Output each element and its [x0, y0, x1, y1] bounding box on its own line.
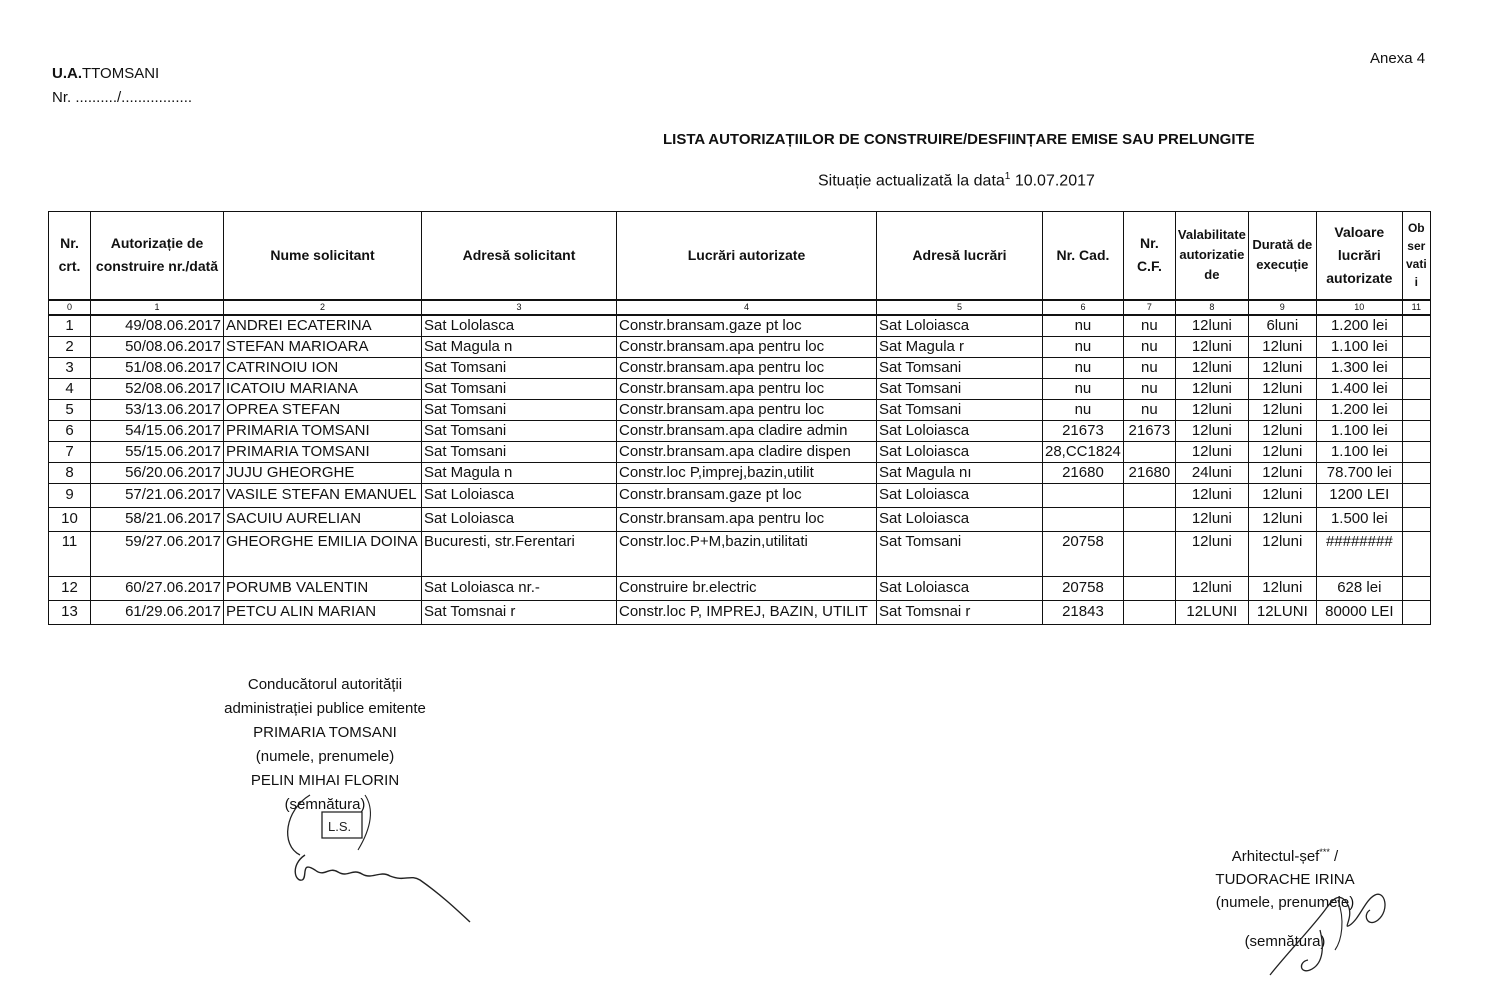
cell-cf: 21680 [1123, 462, 1175, 483]
cell-adresa-lucrari: Sat Tomsnai r [877, 600, 1043, 624]
cell-cad: 21843 [1043, 600, 1124, 624]
cell-durata: 12luni [1248, 420, 1316, 441]
issuer-role-line1: Conducătorul autorității [247, 676, 403, 693]
cell-nume: SACUIU AURELIAN [224, 507, 422, 531]
cell-valabilitate: 12luni [1175, 336, 1248, 357]
cell-nume: STEFAN MARIOARA [224, 336, 422, 357]
cell-valabilitate: 12luni [1175, 399, 1248, 420]
cell-cf [1123, 483, 1175, 507]
cell-valabilitate: 24luni [1175, 462, 1248, 483]
cell-autorizatie: 55/15.06.2017 [91, 441, 224, 462]
cell-nr: 9 [49, 483, 91, 507]
registration-number-line: Nr. ........../................. [52, 89, 193, 106]
cell-cad: nu [1043, 336, 1124, 357]
issuer-role-line2: administrației publice emitente [224, 700, 426, 717]
cell-cad [1043, 483, 1124, 507]
cell-valabilitate: 12luni [1175, 315, 1248, 337]
cell-durata: 12luni [1248, 399, 1316, 420]
col-index: 0 [49, 300, 91, 315]
cell-cad: nu [1043, 357, 1124, 378]
cell-lucrari: Constr.bransam.gaze pt loc [617, 483, 877, 507]
cell-valoare: 1.100 lei [1316, 420, 1402, 441]
cell-lucrari: Constr.bransam.apa pentru loc [617, 399, 877, 420]
cell-adresa-lucrari: Sat Tomsani [877, 378, 1043, 399]
cell-autorizatie: 61/29.06.2017 [91, 600, 224, 624]
col-header-nr: Nr. crt. [49, 212, 91, 300]
col-header-durata: Durată de execuție [1248, 212, 1316, 300]
table-row [49, 399, 1431, 420]
cell-durata: 12luni [1248, 531, 1316, 576]
ls-stamp-text: L.S. [328, 819, 352, 834]
document-title: LISTA AUTORIZAȚIILOR DE CONSTRUIRE/DESFIINȚARE EMISE SAU PRELUNGITE [663, 131, 1255, 148]
cell-valabilitate: 12luni [1175, 507, 1248, 531]
cell-adresa-lucrari: Sat Loloiasca [877, 576, 1043, 600]
cell-adresa-lucrari: Sat Loloiasca [877, 420, 1043, 441]
cell-lucrari: Constr.bransam.apa pentru loc [617, 507, 877, 531]
col-header-adresa-lucrari: Adresă lucrări [877, 212, 1043, 300]
cell-lucrari: Constr.loc P, IMPREJ, BAZIN, UTILIT [617, 600, 877, 624]
cell-nume: GHEORGHE EMILIA DOINA [224, 531, 422, 576]
architect-role: Arhitectul-șef*** / [1231, 847, 1339, 865]
cell-cad: 20758 [1043, 531, 1124, 576]
table-row [49, 576, 1431, 600]
issuer-name: PELIN MIHAI FLORIN [250, 772, 400, 789]
architect-name: TUDORACHE IRINA [1215, 871, 1355, 888]
cell-cf [1123, 507, 1175, 531]
architect-handwritten-signature [1250, 870, 1400, 990]
cell-nr: 5 [49, 399, 91, 420]
annex-label: Anexa 4 [1370, 50, 1426, 67]
cell-adresa-lucrari: Sat Tomsani [877, 531, 1043, 576]
cell-valoare: 78.700 lei [1316, 462, 1402, 483]
col-index: 8 [1175, 300, 1248, 315]
cell-lucrari: Constr.loc.P+M,bazin,utilitati [617, 531, 877, 576]
cell-valoare: 1.200 lei [1316, 399, 1402, 420]
cell-nume: OPREA STEFAN [224, 399, 422, 420]
cell-observatii [1402, 483, 1430, 507]
table-row [49, 315, 1431, 337]
cell-cad: 28,CC1824 [1043, 441, 1124, 462]
cell-valoare: 1.200 lei [1316, 315, 1402, 337]
cell-cf: 21673 [1123, 420, 1175, 441]
col-header-valabilitate: Valabilitate autorizatie de [1175, 212, 1248, 300]
issuer-institution: PRIMARIA TOMSANI [253, 724, 397, 741]
cell-nume: ANDREI ECATERINA [224, 315, 422, 337]
cell-adresa-lucrari: Sat Loloiasca [877, 315, 1043, 337]
cell-valoare: 1.100 lei [1316, 336, 1402, 357]
issuer-handwritten-signature [270, 790, 480, 930]
cell-valoare: 80000 LEI [1316, 600, 1402, 624]
cell-cad [1043, 507, 1124, 531]
cell-lucrari: Construire br.electric [617, 576, 877, 600]
col-index: 2 [224, 300, 422, 315]
cell-autorizatie: 59/27.06.2017 [91, 531, 224, 576]
cell-adresa: Sat Tomsnai r [422, 600, 617, 624]
cell-autorizatie: 49/08.06.2017 [91, 315, 224, 337]
col-index: 9 [1248, 300, 1316, 315]
architect-signature-label: (semnătura) [1244, 933, 1326, 950]
cell-adresa: Sat Magula n [422, 462, 617, 483]
cell-cad: 21673 [1043, 420, 1124, 441]
cell-adresa: Sat Tomsani [422, 378, 617, 399]
cell-observatii [1402, 357, 1430, 378]
cell-nr: 8 [49, 462, 91, 483]
issuer-name-label: (numele, prenumele) [255, 748, 395, 765]
cell-lucrari: Constr.bransam.gaze pt loc [617, 315, 877, 337]
cell-durata: 12luni [1248, 441, 1316, 462]
cell-adresa-lucrari: Sat Magula r [877, 336, 1043, 357]
cell-observatii [1402, 420, 1430, 441]
issuer-signature-label: (semnătura) [284, 796, 366, 813]
cell-nr: 10 [49, 507, 91, 531]
cell-autorizatie: 51/08.06.2017 [91, 357, 224, 378]
col-index: 3 [422, 300, 617, 315]
cell-nr: 6 [49, 420, 91, 441]
col-header-valoare: Valoare lucrări autorizate [1316, 212, 1402, 300]
cell-lucrari: Constr.bransam.apa pentru loc [617, 378, 877, 399]
ua-name: TTOMSANI [82, 65, 160, 82]
cell-nr: 13 [49, 600, 91, 624]
cell-nr: 2 [49, 336, 91, 357]
col-header-observatii: Observatii [1402, 212, 1430, 300]
cell-cad: 21680 [1043, 462, 1124, 483]
cell-valabilitate: 12LUNI [1175, 600, 1248, 624]
cell-observatii [1402, 441, 1430, 462]
cell-autorizatie: 54/15.06.2017 [91, 420, 224, 441]
cell-observatii [1402, 315, 1430, 337]
date-label: Situație actualizată la data [818, 172, 1005, 190]
table-row [49, 441, 1431, 462]
cell-nume: PORUMB VALENTIN [224, 576, 422, 600]
cell-nume: PETCU ALIN MARIAN [224, 600, 422, 624]
architect-name-label: (numele, prenumele) [1215, 894, 1355, 911]
cell-nume: ICATOIU MARIANA [224, 378, 422, 399]
cell-autorizatie: 52/08.06.2017 [91, 378, 224, 399]
col-header-autorizatie: Autorizație de construire nr./dată [91, 212, 224, 300]
cell-autorizatie: 60/27.06.2017 [91, 576, 224, 600]
cell-nr: 3 [49, 357, 91, 378]
col-index: 1 [91, 300, 224, 315]
cell-observatii [1402, 576, 1430, 600]
date-footnote: 1 [1004, 171, 1011, 182]
col-index: 10 [1316, 300, 1402, 315]
table-row [49, 420, 1431, 441]
cell-adresa-lucrari: Sat Loloiasca [877, 507, 1043, 531]
cell-valoare: 1.100 lei [1316, 441, 1402, 462]
table-row [49, 378, 1431, 399]
cell-durata: 12luni [1248, 336, 1316, 357]
cell-observatii [1402, 507, 1430, 531]
cell-nume: CATRINOIU ION [224, 357, 422, 378]
cell-valoare: 628 lei [1316, 576, 1402, 600]
cell-valabilitate: 12luni [1175, 483, 1248, 507]
cell-nr: 1 [49, 315, 91, 337]
cell-nume: VASILE STEFAN EMANUEL [224, 483, 422, 507]
cell-cad: 20758 [1043, 576, 1124, 600]
architect-role-suffix: / [1329, 848, 1339, 865]
institution-header [52, 65, 159, 82]
cell-durata: 12luni [1248, 507, 1316, 531]
col-header-cad: Nr. Cad. [1043, 212, 1124, 300]
cell-valoare: 1.300 lei [1316, 357, 1402, 378]
cell-cf: nu [1123, 336, 1175, 357]
cell-valabilitate: 12luni [1175, 576, 1248, 600]
cell-cf: nu [1123, 378, 1175, 399]
table-row [49, 507, 1431, 531]
cell-valabilitate: 12luni [1175, 357, 1248, 378]
col-index: 6 [1043, 300, 1124, 315]
cell-autorizatie: 57/21.06.2017 [91, 483, 224, 507]
architect-role-mark: *** [1319, 847, 1330, 857]
cell-durata: 12LUNI [1248, 600, 1316, 624]
table-row [49, 357, 1431, 378]
cell-autorizatie: 50/08.06.2017 [91, 336, 224, 357]
cell-valoare: ######## [1316, 531, 1402, 576]
cell-autorizatie: 53/13.06.2017 [91, 399, 224, 420]
cell-valabilitate: 12luni [1175, 420, 1248, 441]
col-header-cf: Nr. C.F. [1123, 212, 1175, 300]
cell-cf: nu [1123, 399, 1175, 420]
cell-adresa: Sat Tomsani [422, 441, 617, 462]
cell-nume: JUJU GHEORGHE [224, 462, 422, 483]
cell-durata: 12luni [1248, 483, 1316, 507]
col-header-adresa: Adresă solicitant [422, 212, 617, 300]
cell-durata: 12luni [1248, 576, 1316, 600]
cell-observatii [1402, 600, 1430, 624]
cell-valabilitate: 12luni [1175, 378, 1248, 399]
cell-durata: 12luni [1248, 378, 1316, 399]
col-index: 7 [1123, 300, 1175, 315]
cell-cf [1123, 576, 1175, 600]
cell-durata: 6luni [1248, 315, 1316, 337]
cell-cf: nu [1123, 315, 1175, 337]
cell-adresa-lucrari: Sat Tomsani [877, 357, 1043, 378]
cell-nr: 7 [49, 441, 91, 462]
cell-nume: PRIMARIA TOMSANI [224, 441, 422, 462]
cell-cf [1123, 600, 1175, 624]
cell-adresa: Sat Tomsani [422, 420, 617, 441]
cell-adresa: Sat Tomsani [422, 399, 617, 420]
cell-cad: nu [1043, 315, 1124, 337]
cell-adresa: Sat Lololasca [422, 315, 617, 337]
cell-adresa: Bucuresti, str.Ferentari [422, 531, 617, 576]
cell-adresa-lucrari: Sat Magula nı [877, 462, 1043, 483]
cell-observatii [1402, 462, 1430, 483]
cell-nume: PRIMARIA TOMSANI [224, 420, 422, 441]
cell-adresa-lucrari: Sat Loloiasca [877, 483, 1043, 507]
cell-cad: nu [1043, 378, 1124, 399]
col-index: 4 [617, 300, 877, 315]
cell-lucrari: Constr.bransam.apa cladire admin [617, 420, 877, 441]
cell-nr: 4 [49, 378, 91, 399]
cell-lucrari: Constr.bransam.apa pentru loc [617, 336, 877, 357]
ua-label: U.A. [52, 65, 82, 82]
table-row [49, 600, 1431, 624]
cell-observatii [1402, 336, 1430, 357]
table-row [49, 483, 1431, 507]
cell-cf [1123, 531, 1175, 576]
cell-observatii [1402, 378, 1430, 399]
table-row [49, 336, 1431, 357]
header-row [49, 212, 1431, 300]
cell-adresa: Sat Loloiasca [422, 483, 617, 507]
cell-valoare: 1.400 lei [1316, 378, 1402, 399]
cell-valoare: 1200 LEI [1316, 483, 1402, 507]
cell-adresa-lucrari: Sat Loloiasca [877, 441, 1043, 462]
cell-durata: 12luni [1248, 462, 1316, 483]
cell-lucrari: Constr.loc P,imprej,bazin,utilit [617, 462, 877, 483]
authorizations-table [48, 211, 1431, 625]
table-row [49, 531, 1431, 576]
cell-adresa: Sat Loloiasca [422, 507, 617, 531]
table-row [49, 462, 1431, 483]
cell-adresa: Sat Tomsani [422, 357, 617, 378]
cell-autorizatie: 56/20.06.2017 [91, 462, 224, 483]
cell-adresa-lucrari: Sat Tomsani [877, 399, 1043, 420]
cell-lucrari: Constr.bransam.apa cladire dispen [617, 441, 877, 462]
cell-durata: 12luni [1248, 357, 1316, 378]
date-value: 10.07.2017 [1014, 172, 1095, 190]
cell-autorizatie: 58/21.06.2017 [91, 507, 224, 531]
cell-cad: nu [1043, 399, 1124, 420]
col-index: 5 [877, 300, 1043, 315]
cell-observatii [1402, 531, 1430, 576]
cell-adresa: Sat Magula n [422, 336, 617, 357]
col-header-nume: Nume solicitant [224, 212, 422, 300]
cell-adresa: Sat Loloiasca nr.- [422, 576, 617, 600]
cell-cf: nu [1123, 357, 1175, 378]
col-header-lucrari: Lucrări autorizate [617, 212, 877, 300]
cell-observatii [1402, 399, 1430, 420]
cell-cf [1123, 441, 1175, 462]
cell-nr: 11 [49, 531, 91, 576]
column-index-row [49, 300, 1431, 315]
cell-nr: 12 [49, 576, 91, 600]
col-index: 11 [1402, 300, 1430, 315]
cell-valabilitate: 12luni [1175, 531, 1248, 576]
cell-valabilitate: 12luni [1175, 441, 1248, 462]
cell-valoare: 1.500 lei [1316, 507, 1402, 531]
cell-lucrari: Constr.bransam.apa pentru loc [617, 357, 877, 378]
date-line [818, 171, 1095, 190]
